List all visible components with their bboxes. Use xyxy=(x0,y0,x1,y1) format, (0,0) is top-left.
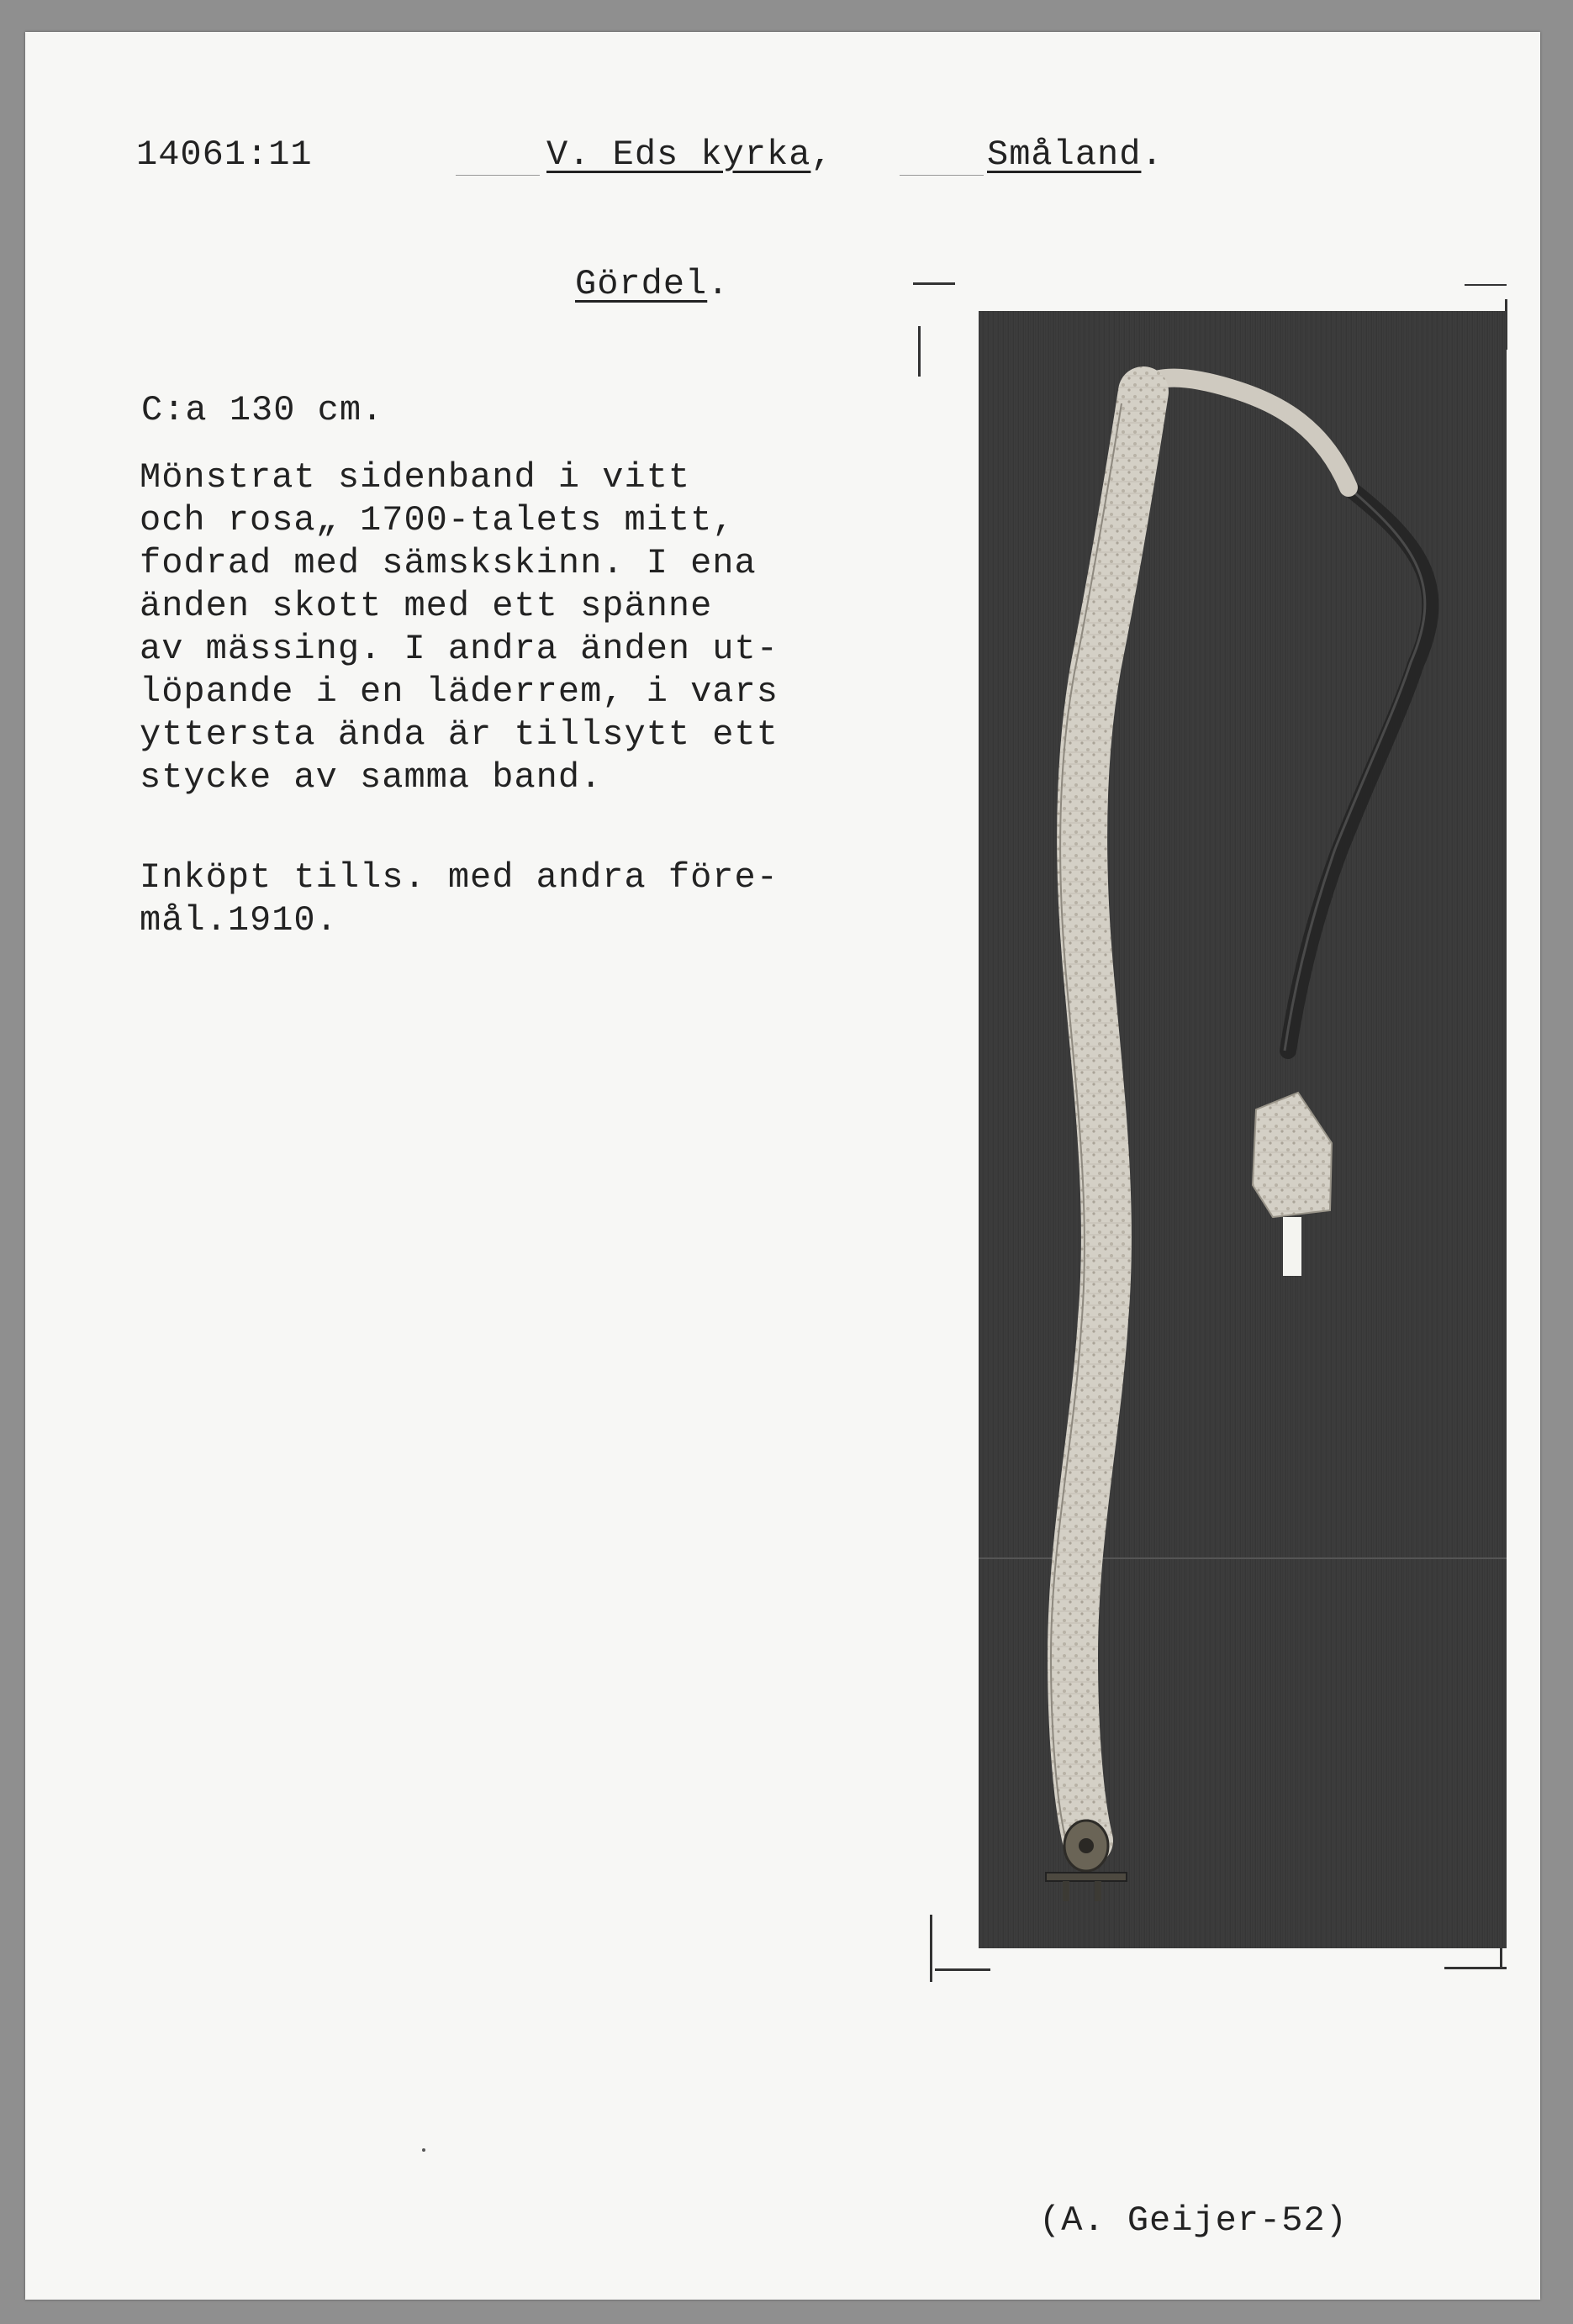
crop-mark-bottom-right xyxy=(1444,1967,1507,1969)
description-line: fodrad med sämskskinn. I ena xyxy=(140,543,757,583)
object-title-text: Gördel xyxy=(575,264,708,304)
crop-mark-top-right xyxy=(1465,284,1507,286)
description-line: och rosa„ 1700-talets mitt, xyxy=(140,500,735,540)
location-suffix: , xyxy=(810,134,833,175)
index-card xyxy=(25,32,1540,2300)
catalog-number: 14061:11 xyxy=(136,134,313,175)
tag-label xyxy=(1283,1217,1301,1276)
crop-mark-top-left-v xyxy=(918,326,921,377)
description-line: av mässing. I andra änden ut- xyxy=(140,629,779,669)
location-text: V. Eds kyrka xyxy=(546,134,811,175)
header-rule-right xyxy=(900,175,984,176)
description-line: Mönstrat sidenband i vitt xyxy=(140,457,691,498)
description-line: änden skott med ett spänne xyxy=(140,586,713,626)
object-title-suffix: . xyxy=(707,264,730,304)
crop-mark-bottom-left-v xyxy=(930,1915,932,1982)
object-title xyxy=(575,262,729,306)
province-label xyxy=(987,133,1164,177)
description-line: yttersta ända är tillsytt ett xyxy=(140,714,779,755)
crop-mark-bottom-left xyxy=(935,1968,990,1971)
belt-photograph xyxy=(979,311,1507,1948)
author-signature: (A. Geijer-52) xyxy=(1039,2200,1348,2241)
acquisition-line: mål.1910. xyxy=(140,900,338,941)
location-label xyxy=(546,133,833,177)
header-rule-left xyxy=(456,175,540,176)
crop-mark-top-left xyxy=(913,282,955,285)
province-text: Småland xyxy=(987,134,1142,175)
acquisition-line: Inköpt tills. med andra före- xyxy=(140,857,779,898)
size-text: C:a 130 cm. xyxy=(141,390,384,430)
paper-speck xyxy=(422,2148,425,2152)
description-line: stycke av samma band. xyxy=(140,757,603,798)
province-suffix: . xyxy=(1141,134,1164,175)
description-line: löpande i en läderrem, i vars xyxy=(140,672,779,712)
